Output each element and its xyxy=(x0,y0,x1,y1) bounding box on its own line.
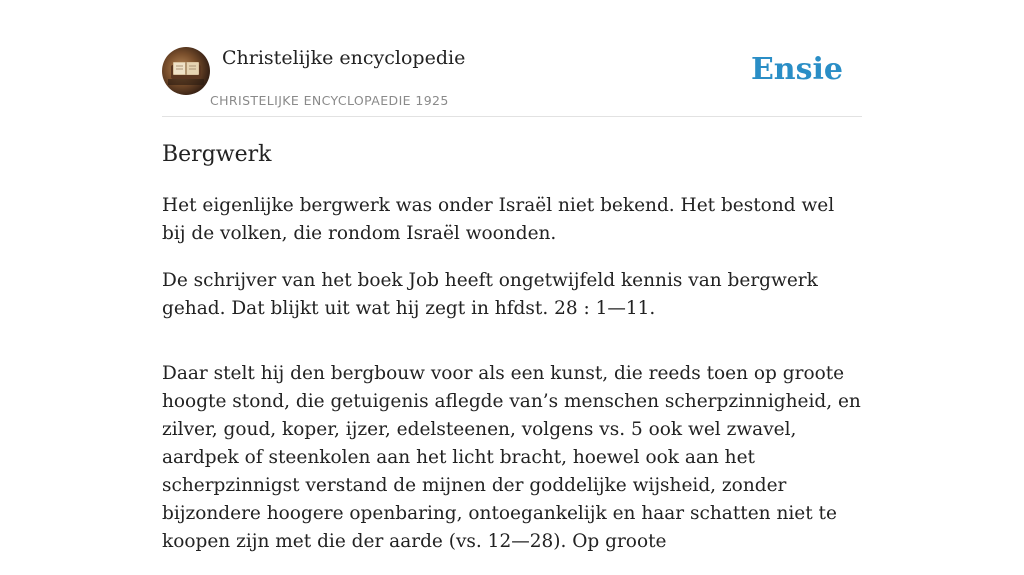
article-body xyxy=(162,192,862,575)
entry-title: Bergwerk xyxy=(162,142,272,167)
book-title[interactable]: Christelijke encyclopedie xyxy=(222,47,466,69)
book-cover-image xyxy=(162,47,210,95)
book-cover-avatar[interactable] xyxy=(162,47,210,95)
article-paragraph: Daar stelt hij den bergbouw voor als een kunst, die reeds toen op groote hoogte stond, die getuigenis aflegde van’s menschen scherpzinnigheid, en zilver, goud, koper, ijzer, edelsteenen, volgens vs. 5 ook wel zwavel, aardpek of steenkolen aan het licht bracht, hoewel ook aan het scherpzinnigst verstand de mijnen der goddelijke wijsheid, zonder bijzondere hoogere openbaring, ontoegankelijk en haar schatten niet te koopen zijn met die der aarde (vs. 12—28). Op groote xyxy=(162,363,861,552)
site-header xyxy=(162,46,862,117)
article-paragraph: Het eigenlijke bergwerk was onder Israël niet bekend. Het bestond wel bij de volken, die rondom Israël woonden. xyxy=(162,195,835,244)
book-subtitle: CHRISTELIJKE ENCYCLOPAEDIE 1925 xyxy=(210,93,449,108)
article-paragraph: De schrijver van het boek Job heeft ongetwijfeld kennis van bergwerk gehad. Dat blijkt uit wat hij zegt in hfdst. 28 : 1—11. xyxy=(162,270,818,319)
brand-logo[interactable]: Ensie xyxy=(750,52,843,87)
